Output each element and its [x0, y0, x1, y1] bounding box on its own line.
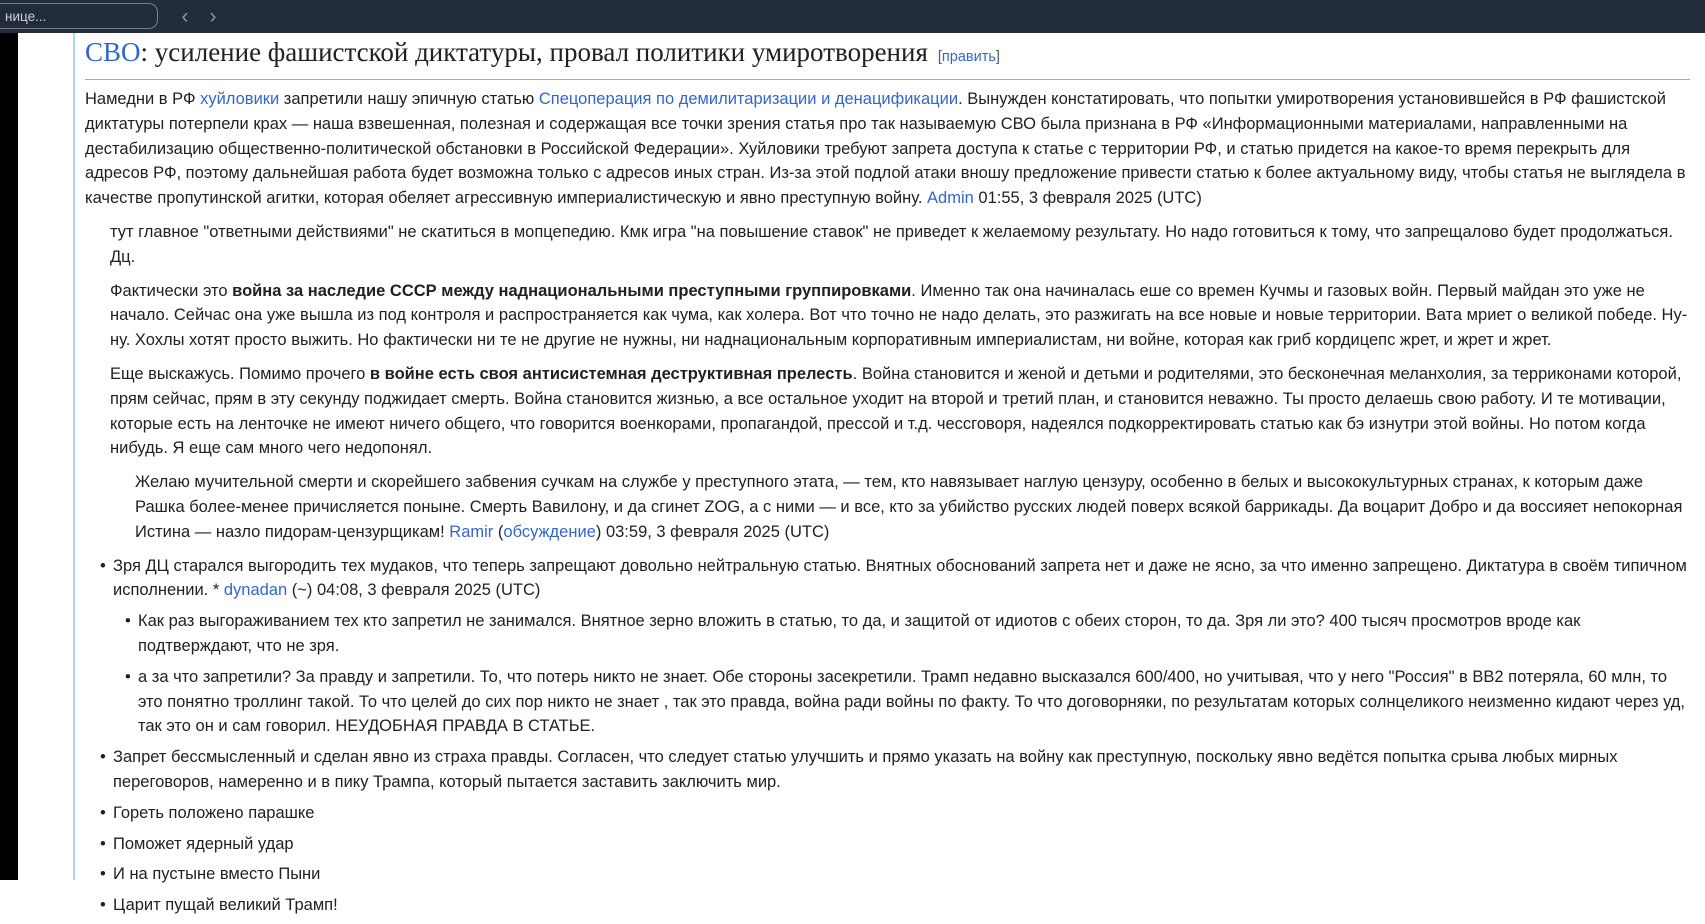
wiki-link[interactable]: обсуждение	[503, 522, 596, 541]
comment-list-item	[100, 893, 1690, 918]
edit-section-link[interactable]: править	[941, 49, 996, 65]
comment-list-item	[100, 832, 1690, 857]
edit-bracket-close: ]	[995, 49, 1000, 65]
content-left-border	[73, 33, 75, 880]
text-run: . Вынужден констатировать, что попытки умиротворения установившейся в РФ фашистской диктатуры потерпели крах — наша взвешенная, полезная и содержащая все точки зрения статья про так называемую СВО была признана в РФ «Информационными материалами, направленными на дестабилизацию общественно-политической обстановки в Российской Федерации». Хуйловики требуют запрета доступа к статье с территории РФ, и статью придется на какое-то время перекрыть для адресов РФ, поэтому дальнейшая работа будет возможна только с адресов иных стран. Из-за этой подлой атаки вношу предложение привести статью к более актуальному виду, чтобы статья не выглядела в качестве пропутинской агитки, которая обеляет агрессивную империалистическую и явно преступную войну.	[85, 90, 1686, 208]
chevron-left-icon[interactable]: ‹	[172, 0, 198, 33]
wiki-link[interactable]: хуйловики	[200, 90, 280, 108]
find-bar	[0, 0, 1705, 33]
wiki-link[interactable]: Спецоперация по демилитаризации и денацификации	[538, 90, 959, 108]
comment-list-item	[100, 745, 1690, 795]
bold-run: в войне есть своя антисистемная деструктивная прелесть	[369, 364, 853, 383]
edit-section	[938, 49, 1000, 65]
comment-paragraph	[110, 220, 1690, 270]
text-run: Поможет ядерный удар	[113, 834, 294, 853]
comment-paragraph	[110, 279, 1690, 353]
edit-bracket-open: [	[937, 49, 942, 65]
comment-paragraph	[85, 87, 1690, 211]
discussion-thread	[85, 80, 1690, 918]
comment-list-item	[100, 862, 1690, 887]
wiki-link[interactable]: dynadan	[223, 581, 288, 600]
comment-list-item	[100, 554, 1690, 604]
wiki-link[interactable]: Ramir	[449, 522, 494, 541]
section-heading	[85, 33, 1690, 80]
text-run: Запрет бессмысленный и сделан явно из страха правды. Согласен, что следует статью улучшить и прямо указать на войну как преступную, поскольку явно ведётся попытка срыва любых мирных переговоров, намеренно и в пику Трампа, который пытается заставить заключить мир.	[113, 748, 1618, 791]
bold-run: война за наследие СССР между наднациональными преступными группировками	[232, 281, 912, 300]
text-run: Как раз выгораживанием тех кто запретил не занимался. Внятное зерно вложить в статью, то да, и защитой от идиотов с обеих сторон, то да. Зря ли это? 400 тысяч просмотров вроде как подтверждают, что не зря.	[138, 612, 1581, 655]
text-run: тут главное "ответными действиями" не скатиться в мопцепедию. Кмк игра "на повышение ставок" не приведет к желаемому результату. Но надо готовиться к тому, что запрещалово будет продолжаться. Дц.	[110, 222, 1673, 266]
text-run: Желаю мучительной смерти и скорейшего забвения сучкам на службе у преступного этата, — тем, кто навязывает наглую цензуру, особенно в белых и высококультурных странах, к которым даже Рашка более-менее причисляется поныне. Смерть Вавилону, и да сгинет ZOG, а с ними — и все, кто за убийство русских людей поверх всякой баррикады. Да воцарит Добро и да воссияет непокорная Истина — назло пидорам-цензурщикам!	[135, 473, 1683, 541]
text-run: Намедни в РФ	[85, 90, 201, 108]
section-title-link[interactable]: СВО	[85, 37, 141, 67]
text-run: . Война становится и женой и детьми и родителями, это бесконечная меланхолия, за терриконами которой, прям сейчас, прям в эту секунду поджидает смерть. Война становится жизнью, а все остальное уходит на второй и третий план, и становится неважно. Ты просто делаешь свою работу. И те мотивации, которые есть на ленточке не имеют ничего общего, что говорится военкорами, пропагандой, прессой и т.д. чессговоря, надеялся подкорректировать статью как бэ изнутри этой войны. Но потом когда нибудь. Я еще сам много чего недопонял.	[110, 364, 1682, 458]
text-run: а за что запретили? За правду и запретили. То, что потерь никто не знает. Обе стороны засекретили. Трамп недавно высказался 600/400, но учитывая, что у него "Россия" в ВВ2 потеряла, 60 млн, то это понятно троллинг такой. То что целей до сих пор никто не знает , так это правда, война ради войны по факту. То что договорняки, по результатам которых солнцеликого неизменно кидают через уд, так это он и сам говорил. НЕУДОБНАЯ ПРАВДА В СТАТЬЕ.	[138, 667, 1686, 736]
left-edge-strip	[0, 33, 18, 880]
comment-list-item	[100, 801, 1690, 826]
section-title-text: : усиление фашистской диктатуры, провал политики умиротворения	[140, 37, 928, 67]
find-on-page-input[interactable]	[0, 3, 158, 29]
text-run: 01:55, 3 февраля 2025 (UTC)	[973, 189, 1202, 208]
wiki-link[interactable]: Admin	[927, 189, 974, 208]
text-run: Фактически это	[110, 281, 233, 300]
text-run: (~) 04:08, 3 февраля 2025 (UTC)	[287, 581, 541, 600]
comment-list-item	[125, 665, 1690, 739]
text-run: ) 03:59, 3 февраля 2025 (UTC)	[595, 522, 830, 541]
text-run: Царит пущай великий Трамп!	[113, 896, 338, 915]
article-content	[85, 33, 1690, 924]
text-run: (	[493, 522, 504, 541]
comment-list-item	[125, 609, 1690, 659]
text-run: Гореть положено парашке	[113, 803, 315, 822]
text-run: Зря ДЦ старался выгородить тех мудаков, что теперь запрещают довольно нейтральную статью. Внятных обоснований запрета нет и даже не ясно, за что именно запрещено. Диктатура в своём типичном исполнении. *	[113, 556, 1687, 600]
chevron-right-icon[interactable]: ›	[200, 0, 226, 33]
text-run: . Именно так она начиналась еше со времен Кучмы и газовых войн. Первый майдан это уже не начало. Сейчас она уже вышла из под контроля и распространяется как чума, как холера. Вот что точно не надо делать, это разжигать на все новые и новые территории. Вата мриет о великой победе. Ну-ну. Хохлы хотят просто выжить. Но фактически ни те не другие не нужны, ни наднациональным корпоративным империалистам, ни войне, которая как гриб кордицепс жрет, и жрет и жрет.	[110, 281, 1688, 350]
text-run: И на пустыне вместо Пыни	[113, 865, 321, 884]
text-run: Еще выскажусь. Помимо прочего	[110, 364, 370, 383]
text-run: запретили нашу эпичную статью	[279, 90, 539, 108]
comment-paragraph	[135, 470, 1690, 544]
comment-paragraph	[110, 362, 1690, 461]
